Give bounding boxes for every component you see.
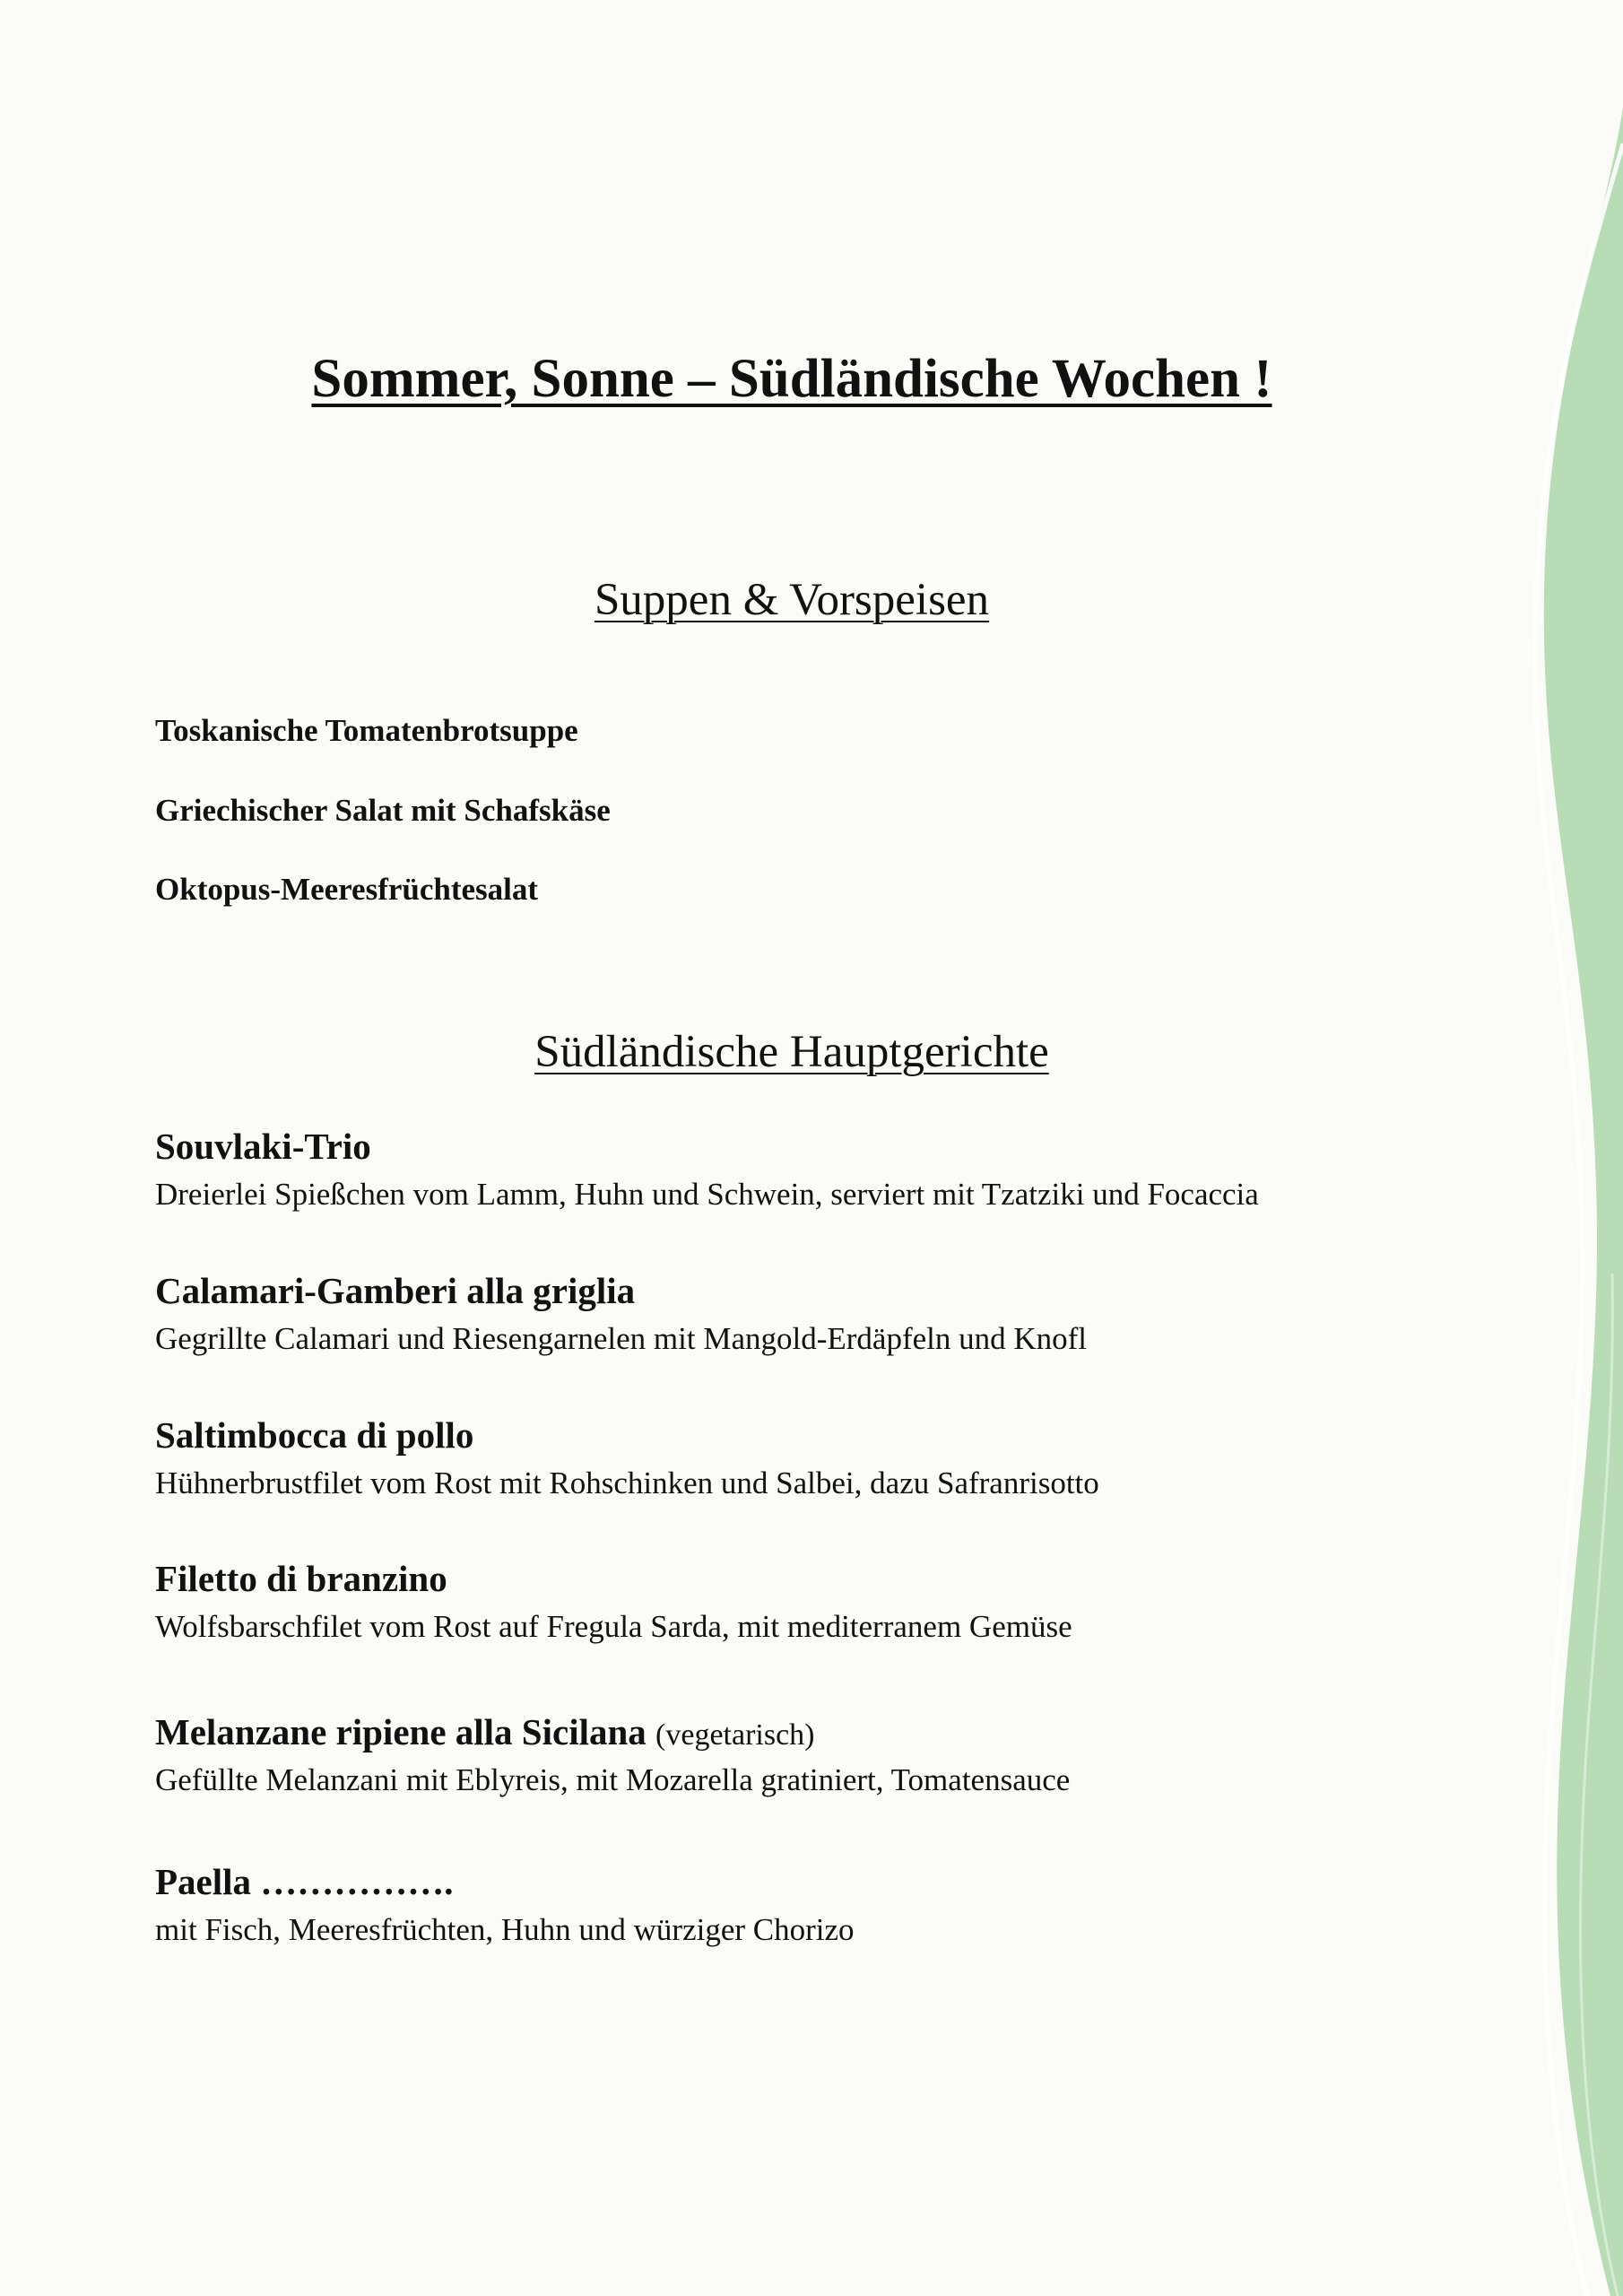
- dish-description: Gegrillte Calamari und Riesengarnelen mit Mangold-Erdäpfeln und Knofl: [155, 1321, 1088, 1356]
- dish-name: [155, 1269, 1087, 1312]
- main-dish: [155, 1557, 1072, 1647]
- main-dish: [155, 1269, 1087, 1359]
- starter-item: Oktopus-Meeresfrüchtesalat: [155, 872, 539, 907]
- dish-title: Saltimbocca di pollo: [155, 1414, 474, 1456]
- dish-name: [155, 1860, 855, 1903]
- green-wave-decoration: [1524, 0, 1623, 2296]
- dish-title: Souvlaki-Trio: [155, 1126, 371, 1167]
- dish-title: Melanzane ripiene alla Sicilana: [155, 1711, 647, 1752]
- dish-name: [155, 1125, 1259, 1168]
- dish-description: Hühnerbrustfilet vom Rost mit Rohschinken und Salbei, dazu Safranrisotto: [155, 1465, 1099, 1500]
- mains-heading: Südländische Hauptgerichte: [534, 1027, 1049, 1077]
- dish-title: Calamari-Gamberi alla griglia: [155, 1270, 636, 1311]
- starter-item: Griechischer Salat mit Schafskäse: [155, 793, 611, 828]
- main-dish: [155, 1860, 855, 1950]
- starters-heading: Suppen & Vorspeisen: [594, 575, 990, 625]
- main-dish: [155, 1413, 1099, 1503]
- dish-description: Gefüllte Melanzani mit Eblyreis, mit Mozarella gratiniert, Tomatensauce: [155, 1762, 1071, 1797]
- dish-description: Dreierlei Spießchen vom Lamm, Huhn und Schwein, serviert mit Tzatziki und Focaccia: [155, 1177, 1259, 1212]
- dish-title: Filetto di branzino: [155, 1558, 447, 1599]
- dish-title: Paella …………….: [155, 1861, 454, 1902]
- dish-description: Wolfsbarschfilet vom Rost auf Fregula Sarda, mit mediterranem Gemüse: [155, 1609, 1072, 1644]
- main-dish: [155, 1125, 1259, 1214]
- page-title: Sommer, Sonne – Südländische Wochen !: [311, 349, 1272, 409]
- dish-name: [155, 1557, 1072, 1600]
- dish-note: (vegetarisch): [655, 1718, 815, 1752]
- dish-description: mit Fisch, Meeresfrüchten, Huhn und würziger Chorizo: [155, 1912, 855, 1947]
- dish-name: [155, 1710, 1070, 1753]
- starter-item: Toskanische Tomatenbrotsuppe: [155, 713, 578, 748]
- main-dish: [155, 1710, 1070, 1800]
- dish-name: [155, 1413, 1099, 1457]
